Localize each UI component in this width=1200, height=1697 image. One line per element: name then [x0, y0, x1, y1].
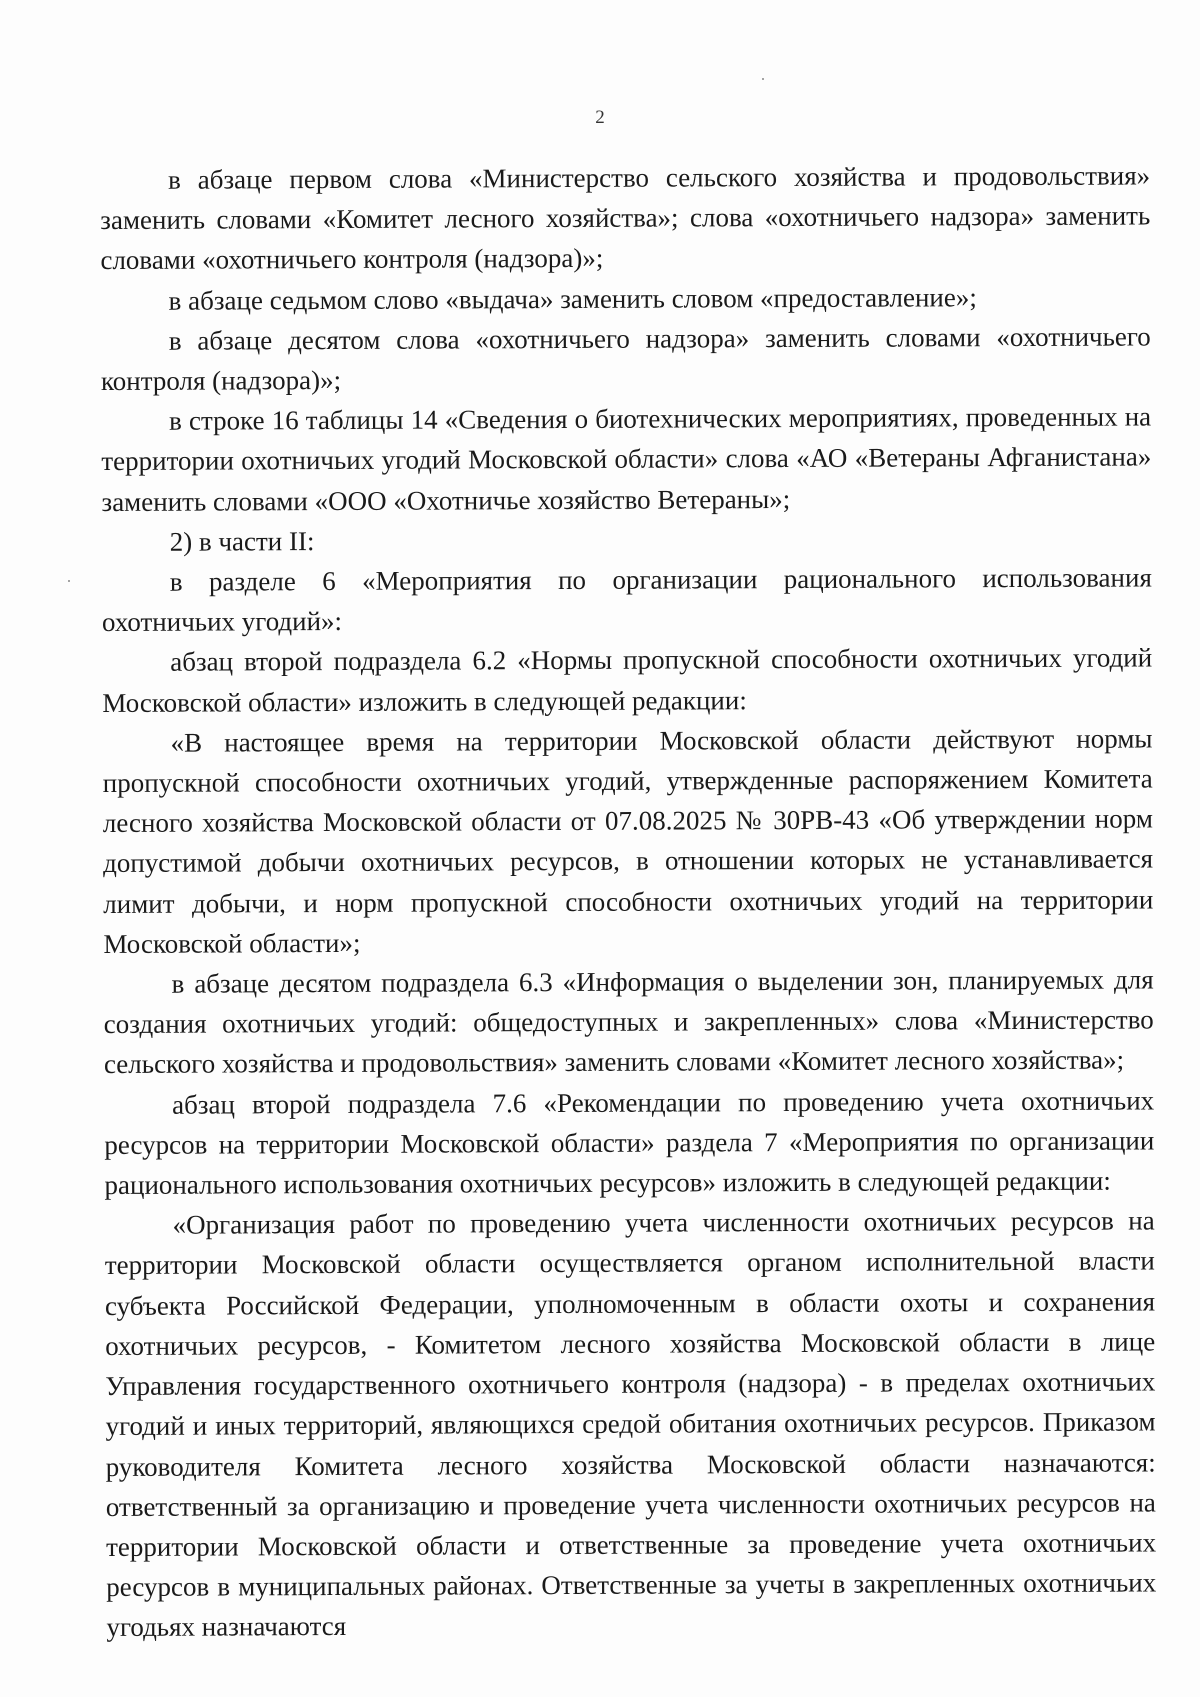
paragraph: в разделе 6 «Мероприятия по организации рационального использования охотничьих угодий»: [101, 562, 1152, 638]
page-number: 2 [595, 107, 605, 128]
paragraph: в абзаце десятом слова «охотничьего надзора» заменить словами «охотничьего контроля (надзора)»; [100, 321, 1151, 397]
paragraph: «Организация работ по проведению учета численности охотничьих ресурсов на территории Московской области осуществляется органом исполнительной власти субъекта Российской Федерации, уполномоченным в области охоты и сохранения охотничьих ресурсов, - Комитетом лесного хозяйства Московской области в лице Управления государственного охотничьего контроля (надзора) - в пределах охотничьих угодий и иных территорий, являющихся средой обитания охотничьих ресурсов. Приказом руководителя Комитета лесного хозяйства Московской области назначаются: ответственный за организацию и проведение учета численности охотничьих ресурсов на территории Московской области и ответственные за проведение учета охотничьих ресурсов в муниципальных районах. Ответственные за учеты в закрепленных охотничьих угодьях назначаются [104, 1205, 1157, 1643]
paragraph: в строке 16 таблицы 14 «Сведения о биотехнических мероприятиях, проведенных на территории охотничьих угодий Московской области» слова «АО «Ветераны Афганистана» заменить словами «ООО «Охотничье хозяйство Ветераны»; [101, 401, 1152, 517]
document-body [100, 155, 1156, 1647]
paragraph: в абзаце десятом подраздела 6.3 «Информация о выделении зон, планируемых для создания охотничьих угодий: общедоступных и закрепленных» слова «Министерство сельского хозяйства и продовольствия» заменить словами «Комитет лесного хозяйства»; [103, 964, 1154, 1080]
paragraph: «В настоящее время на территории Московской области действуют нормы пропускной способности охотничьих угодий, утвержденные распоряжением Комитета лесного хозяйства Московской области от 07.08.2025 № 30РВ-43 «Об утверждении норм допустимой добычи охотничьих ресурсов, в отношении которых не устанавливается лимит добычи, и норм пропускной способности охотничьих угодий на территории Московской области»; [102, 723, 1154, 959]
paragraph: абзац второй подраздела 6.2 «Нормы пропускной способности охотничьих угодий Московской области» изложить в следующей редакции: [102, 642, 1153, 718]
scan-speck [68, 580, 70, 582]
paragraph: в абзаце первом слова «Министерство сельского хозяйства и продовольствия» заменить словами «Комитет лесного хозяйства»; слова «охотничьего надзора» заменить словами «охотничьего контроля (надзора)»; [100, 160, 1151, 276]
scan-speck [762, 78, 764, 80]
paragraph: абзац второй подраздела 7.6 «Рекомендации по проведению учета охотничьих ресурсов на территории Московской области» раздела 7 «Мероприятия по организации рационального использования охотничьих ресурсов» изложить в следующей редакции: [104, 1085, 1155, 1201]
paragraph: в абзаце седьмом слово «выдача» заменить словом «предоставление»; [168, 281, 977, 316]
paragraph: 2) в части II: [169, 525, 315, 557]
